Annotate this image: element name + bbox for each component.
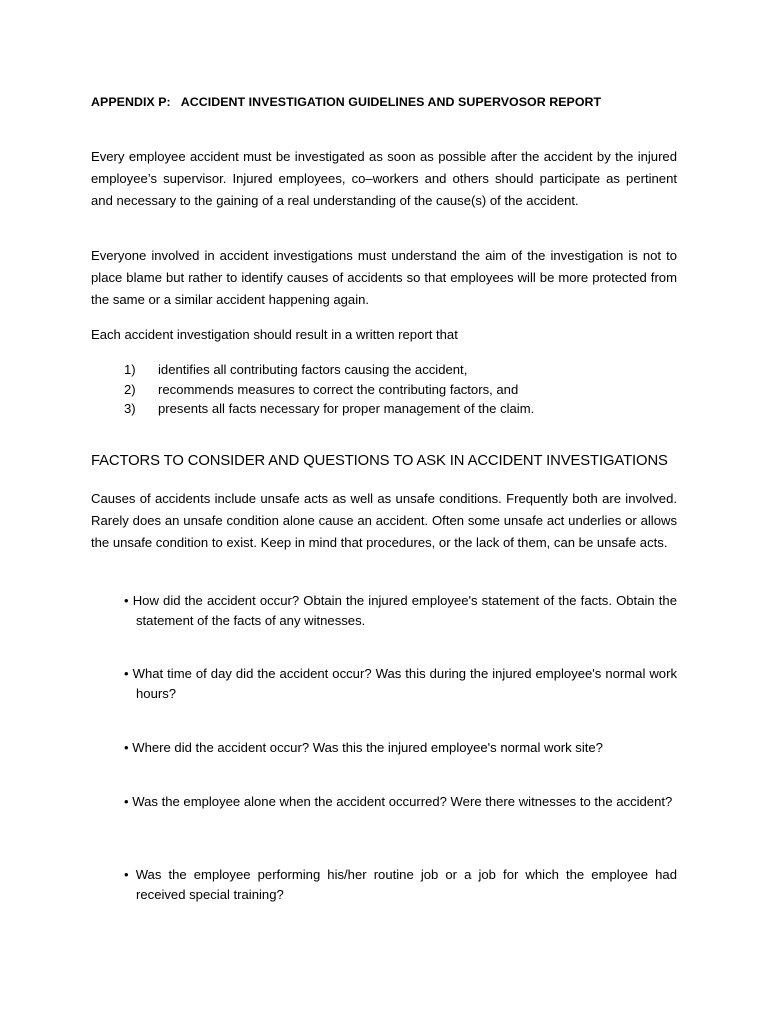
list-item-text: identifies all contributing factors causing the accident, (158, 362, 468, 377)
question-item (112, 792, 677, 812)
question-text: What time of day did the accident occur? Was this during the injured employee's normal work hours? (132, 666, 677, 701)
list-item-number: 2) (124, 381, 136, 397)
section-paragraph: Causes of accidents include unsafe acts as well as unsafe conditions. Frequently both are involved. Rarely does an unsafe condition alone cause an accident. Often some unsafe act underlies or allows the unsafe condition to exist. Keep in mind that procedures, or the lack of them, can be unsafe acts. (91, 491, 677, 550)
list-item-number: 3) (124, 401, 136, 416)
bullet-icon: • (124, 593, 129, 608)
list-item-number: 1) (124, 362, 136, 377)
bullet-icon: • (124, 740, 129, 755)
question-text: Where did the accident occur? Was this the injured employee's normal work site? (132, 740, 603, 755)
bullet-icon: • (124, 794, 129, 809)
question-item (112, 664, 677, 704)
list-item (124, 399, 534, 419)
question-text: How did the accident occur? Obtain the injured employee's statement of the facts. Obtain the statement of the facts of any witnesses. (132, 593, 677, 628)
intro-paragraph-3: Each accident investigation should result in a written report that (91, 327, 458, 342)
list-item (124, 360, 534, 380)
list-item (124, 380, 534, 400)
question-item (112, 865, 677, 905)
intro-paragraph-1: Every employee accident must be investigated as soon as possible after the accident by the injured employee’s supervisor. Injured employees, co–workers and others should participate as pertinent and necessary to the gaining of a real understanding of the cause(s) of the accident. (91, 149, 677, 208)
list-item-text: recommends measures to correct the contributing factors, and (158, 381, 519, 397)
list-item-text: presents all facts necessary for proper management of the claim. (158, 401, 535, 416)
intro-paragraph-2: Everyone involved in accident investigations must understand the aim of the investigation is not to place blame but rather to identify causes of accidents so that employees will be more protected from the same or a similar accident happening again. (91, 248, 677, 307)
section-heading: FACTORS TO CONSIDER AND QUESTIONS TO ASK IN ACCIDENT INVESTIGATIONS (91, 453, 668, 469)
question-item (112, 738, 677, 758)
question-text: Was the employee performing his/her routine job or a job for which the employee had received special training? (135, 867, 677, 902)
report-items-list (124, 360, 534, 419)
question-text: Was the employee alone when the accident occurred? Were there witnesses to the accident? (132, 794, 673, 809)
bullet-icon: • (124, 867, 129, 882)
bullet-icon: • (124, 666, 129, 681)
question-item (112, 591, 677, 631)
page-title: APPENDIX P: ACCIDENT INVESTIGATION GUIDELINES AND SUPERVOSOR REPORT (91, 95, 602, 109)
